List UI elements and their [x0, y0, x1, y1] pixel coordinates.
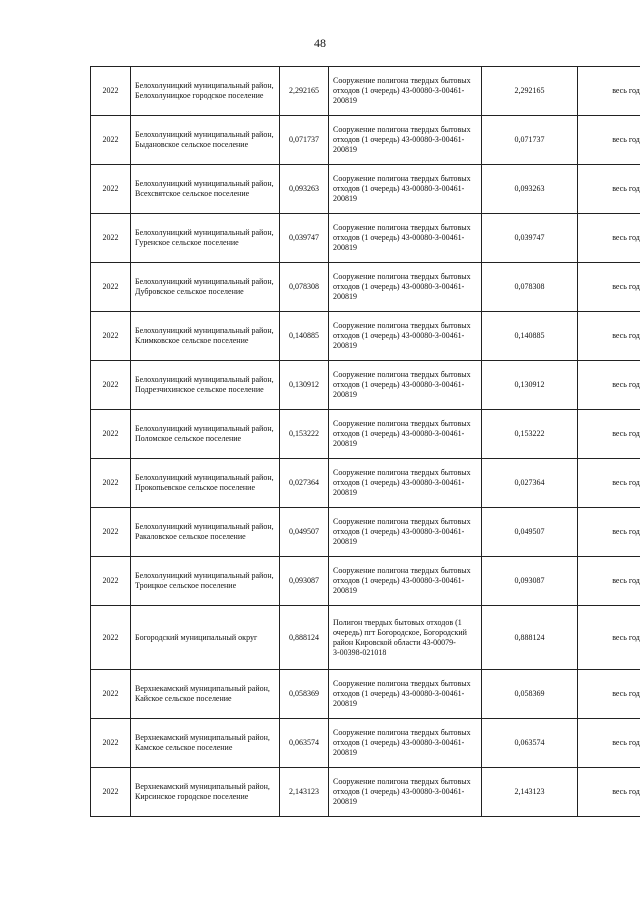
table-row: [91, 312, 640, 361]
year-cell: 2022: [91, 459, 131, 508]
value-cell-2: 0,140885: [482, 312, 578, 361]
value-cell-2: 0,039747: [482, 214, 578, 263]
area-cell: Белохолуницкий муниципальный район, Быдановское сельское поселение: [131, 116, 280, 165]
object-cell: Сооружение полигона твердых бытовых отходов (1 очередь) 43-00080-З-00461-200819: [329, 67, 482, 116]
table-row: [91, 67, 640, 116]
object-cell: Сооружение полигона твердых бытовых отходов (1 очередь) 43-00080-З-00461-200819: [329, 410, 482, 459]
value-cell: 0,093263: [280, 165, 329, 214]
period-cell: весь год: [578, 165, 640, 214]
year-cell: 2022: [91, 606, 131, 670]
table-row: [91, 459, 640, 508]
area-cell: Белохолуницкий муниципальный район, Поломское сельское поселение: [131, 410, 280, 459]
period-cell: весь год: [578, 361, 640, 410]
table-row: [91, 165, 640, 214]
period-cell: весь год: [578, 508, 640, 557]
value-cell-2: 0,093087: [482, 557, 578, 606]
area-cell: Верхнекамский муниципальный район, Кайское сельское поселение: [131, 670, 280, 719]
area-cell: Белохолуницкий муниципальный район, Подрезчихинское сельское поселение: [131, 361, 280, 410]
value-cell: 0,071737: [280, 116, 329, 165]
year-cell: 2022: [91, 116, 131, 165]
object-cell: Сооружение полигона твердых бытовых отходов (1 очередь) 43-00080-З-00461-200819: [329, 508, 482, 557]
value-cell: 0,039747: [280, 214, 329, 263]
table-row: [91, 719, 640, 768]
year-cell: 2022: [91, 263, 131, 312]
value-cell-2: 0,027364: [482, 459, 578, 508]
year-cell: 2022: [91, 719, 131, 768]
table-row: [91, 263, 640, 312]
year-cell: 2022: [91, 361, 131, 410]
value-cell: 0,078308: [280, 263, 329, 312]
year-cell: 2022: [91, 557, 131, 606]
area-cell: Верхнекамский муниципальный район, Камское сельское поселение: [131, 719, 280, 768]
period-cell: весь год: [578, 116, 640, 165]
table-row: [91, 361, 640, 410]
object-cell: Сооружение полигона твердых бытовых отходов (1 очередь) 43-00080-З-00461-200819: [329, 263, 482, 312]
object-cell: Сооружение полигона твердых бытовых отходов (1 очередь) 43-00080-З-00461-200819: [329, 361, 482, 410]
value-cell: 0,058369: [280, 670, 329, 719]
year-cell: 2022: [91, 508, 131, 557]
value-cell-2: 0,071737: [482, 116, 578, 165]
table-row: [91, 116, 640, 165]
value-cell: 0,140885: [280, 312, 329, 361]
area-cell: Белохолуницкий муниципальный район, Гуренское сельское поселение: [131, 214, 280, 263]
year-cell: 2022: [91, 67, 131, 116]
area-cell: Белохолуницкий муниципальный район, Всехсвятское сельское поселение: [131, 165, 280, 214]
value-cell: 0,027364: [280, 459, 329, 508]
period-cell: весь год: [578, 459, 640, 508]
table-row: [91, 214, 640, 263]
value-cell-2: 0,063574: [482, 719, 578, 768]
object-cell: Сооружение полигона твердых бытовых отходов (1 очередь) 43-00080-З-00461-200819: [329, 719, 482, 768]
area-cell: Белохолуницкий муниципальный район, Климковское сельское поселение: [131, 312, 280, 361]
value-cell: 2,143123: [280, 768, 329, 817]
data-table: [90, 66, 640, 817]
value-cell-2: 0,078308: [482, 263, 578, 312]
year-cell: 2022: [91, 410, 131, 459]
value-cell-2: 0,130912: [482, 361, 578, 410]
area-cell: Белохолуницкий муниципальный район, Дубровское сельское поселение: [131, 263, 280, 312]
area-cell: Верхнекамский муниципальный район, Кирсинское городское поселение: [131, 768, 280, 817]
table-row: [91, 768, 640, 817]
period-cell: весь год: [578, 768, 640, 817]
value-cell-2: 2,292165: [482, 67, 578, 116]
period-cell: весь год: [578, 214, 640, 263]
value-cell: 2,292165: [280, 67, 329, 116]
table-row: [91, 606, 640, 670]
value-cell: 0,093087: [280, 557, 329, 606]
period-cell: весь год: [578, 670, 640, 719]
period-cell: весь год: [578, 67, 640, 116]
value-cell-2: 0,093263: [482, 165, 578, 214]
table-row: [91, 670, 640, 719]
value-cell-2: 0,058369: [482, 670, 578, 719]
object-cell: Сооружение полигона твердых бытовых отходов (1 очередь) 43-00080-З-00461-200819: [329, 312, 482, 361]
value-cell: 0,049507: [280, 508, 329, 557]
year-cell: 2022: [91, 165, 131, 214]
value-cell: 0,153222: [280, 410, 329, 459]
value-cell-2: 0,153222: [482, 410, 578, 459]
object-cell: Сооружение полигона твердых бытовых отходов (1 очередь) 43-00080-З-00461-200819: [329, 165, 482, 214]
period-cell: весь год: [578, 557, 640, 606]
area-cell: Белохолуницкий муниципальный район, Прокопьевское сельское поселение: [131, 459, 280, 508]
period-cell: весь год: [578, 312, 640, 361]
table-row: [91, 508, 640, 557]
value-cell: 0,888124: [280, 606, 329, 670]
table-row: [91, 410, 640, 459]
value-cell: 0,130912: [280, 361, 329, 410]
object-cell: Сооружение полигона твердых бытовых отходов (1 очередь) 43-00080-З-00461-200819: [329, 768, 482, 817]
object-cell: Сооружение полигона твердых бытовых отходов (1 очередь) 43-00080-З-00461-200819: [329, 670, 482, 719]
object-cell: Сооружение полигона твердых бытовых отходов (1 очередь) 43-00080-З-00461-200819: [329, 557, 482, 606]
table-body: [91, 67, 640, 817]
object-cell: Сооружение полигона твердых бытовых отходов (1 очередь) 43-00080-З-00461-200819: [329, 459, 482, 508]
table-row: [91, 557, 640, 606]
object-cell: Сооружение полигона твердых бытовых отходов (1 очередь) 43-00080-З-00461-200819: [329, 214, 482, 263]
year-cell: 2022: [91, 768, 131, 817]
period-cell: весь год: [578, 410, 640, 459]
area-cell: Белохолуницкий муниципальный район, Белохолуницкое городское поселение: [131, 67, 280, 116]
value-cell: 0,063574: [280, 719, 329, 768]
area-cell: Белохолуницкий муниципальный район, Троицкое сельское поселение: [131, 557, 280, 606]
area-cell: Богородский муниципальный округ: [131, 606, 280, 670]
value-cell-2: 0,049507: [482, 508, 578, 557]
year-cell: 2022: [91, 670, 131, 719]
year-cell: 2022: [91, 312, 131, 361]
page-number: 48: [314, 36, 326, 50]
value-cell-2: 2,143123: [482, 768, 578, 817]
period-cell: весь год: [578, 719, 640, 768]
object-cell: Полигон твердых бытовых отходов (1 очередь) пгт Богородское, Богородский район Кировской области 43-00079-З-00398-021018: [329, 606, 482, 670]
year-cell: 2022: [91, 214, 131, 263]
object-cell: Сооружение полигона твердых бытовых отходов (1 очередь) 43-00080-З-00461-200819: [329, 116, 482, 165]
period-cell: весь год: [578, 606, 640, 670]
area-cell: Белохолуницкий муниципальный район, Ракаловское сельское поселение: [131, 508, 280, 557]
value-cell-2: 0,888124: [482, 606, 578, 670]
period-cell: весь год: [578, 263, 640, 312]
